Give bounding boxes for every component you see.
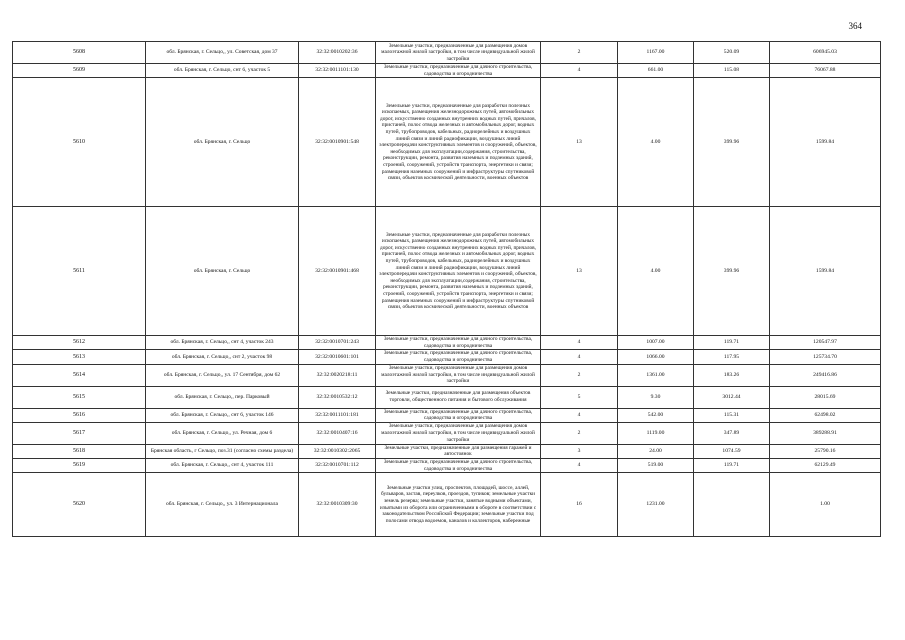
land-use-cell: Земельные участки, предназначенные для дачного строительства, садоводства и огородничества: [376, 64, 541, 78]
land-use-cell: Земельные участки, предназначенные для размещения гаражей и автостоянок: [376, 444, 541, 458]
address-cell: обл. Брянская, г. Сельцо: [146, 207, 299, 336]
cadastral-value-cell: 62498.02: [770, 408, 881, 422]
cadastral-value-cell: 76067.88: [770, 64, 881, 78]
area-cell: 9.30: [618, 386, 694, 408]
specific-value-cell: 347.89: [694, 422, 770, 444]
specific-value-cell: 520.09: [694, 42, 770, 64]
land-use-cell: Земельные участки, предназначенные для размещения домов малоэтажной жилой застройки, в том числе индивидуальной жилой застройки: [376, 422, 541, 444]
table-row: [13, 78, 881, 207]
specific-value-cell: 119.71: [694, 336, 770, 350]
specific-value-cell: 115.08: [694, 64, 770, 78]
cadastral-number-cell: 32:32:0010901:468: [299, 207, 376, 336]
cadastral-value-cell: 1599.84: [770, 78, 881, 207]
specific-value-cell: 115.31: [694, 408, 770, 422]
specific-value-cell: 3012.44: [694, 386, 770, 408]
area-cell: 1119.00: [618, 422, 694, 444]
row-number: 5617: [13, 422, 146, 444]
area-cell: 1231.00: [618, 473, 694, 537]
cadastral-number-cell: 32:32:0020218:11: [299, 364, 376, 386]
specific-value-cell: 183.26: [694, 364, 770, 386]
cadastral-number-cell: 32:32:0010532:12: [299, 386, 376, 408]
row-number: 5613: [13, 350, 146, 364]
cadastral-number-cell: 32:32:0010701:112: [299, 458, 376, 472]
group-cell: 13: [541, 207, 618, 336]
land-use-cell: Земельные участки, предназначенные для дачного строительства, садоводства и огородничества: [376, 408, 541, 422]
address-cell: обл. Брянская, г. Сельцо,, пер. Парковый: [146, 386, 299, 408]
land-use-cell: Земельные участки улиц, проспектов, площадей, шоссе, аллей, бульваров, застав, переулков, проездов, тупиков; земельные участки земель резерва; земельные участки, занятые водными объектами, изъятыми из оборота или ограниченными в обороте в соответствии с законодательством Российской Федерации; земельные участки под полосами отвода водоемов, каналов и коллекторов, набережные: [376, 473, 541, 537]
area-cell: 1361.00: [618, 364, 694, 386]
cadastral-number-cell: 32:32:0011101:181: [299, 408, 376, 422]
address-cell: обл. Брянская, г. Сельцо,, снт 6, участок 146: [146, 408, 299, 422]
group-cell: 3: [541, 444, 618, 458]
row-number: 5615: [13, 386, 146, 408]
address-cell: обл. Брянская, г. Сельцо,, снт 4, участок 243: [146, 336, 299, 350]
cadastral-value-cell: 606945.03: [770, 42, 881, 64]
address-cell: обл. Брянская, г. Сельцо, снт 6, участок 5: [146, 64, 299, 78]
row-number: 5618: [13, 444, 146, 458]
page-number: 364: [848, 21, 862, 31]
row-number: 5608: [13, 42, 146, 64]
cadastral-number-cell: 32:32:0010407:16: [299, 422, 376, 444]
cadastral-value-cell: 25790.16: [770, 444, 881, 458]
specific-value-cell: 119.71: [694, 458, 770, 472]
table-row: [13, 386, 881, 408]
land-use-cell: Земельные участки, предназначенные для размещения домов малоэтажной жилой застройки, в том числе индивидуальной жилой застройки: [376, 364, 541, 386]
table-row: [13, 207, 881, 336]
land-registry-table: [12, 41, 881, 537]
specific-value-cell: 117.95: [694, 350, 770, 364]
specific-value-cell: 399.96: [694, 78, 770, 207]
land-use-cell: Земельные участки, предназначенные для дачного строительства, садоводства и огородничества: [376, 350, 541, 364]
cadastral-number-cell: 32:32:0010901:548: [299, 78, 376, 207]
cadastral-value-cell: 389288.91: [770, 422, 881, 444]
land-use-cell: Земельные участки, предназначенные для разработки полезных ископаемых, размещения железнодорожных путей, автомобильных дорог, искусственно созданных внутренних водных путей, причалов, пристаней, полос отвода железных и автомобильных дорог, водных путей, трубопроводов, кабельных, радиорелейных и воздушных линий связи и линий радиофикации, воздушных линий электропередачи конструктивных элементов и сооружений, объектов, необходимых для эксплуатации,содержания, строительства, реконструкции, ремонта, развития наземных и подземных зданий, строений, сооружений, устройств транспорта, энергетики и связи; размещения наземных сооружений и инфраструктуры спутниковой связи, объектов космической деятельности, военных объектов: [376, 207, 541, 336]
area-cell: 24.00: [618, 444, 694, 458]
group-cell: 2: [541, 422, 618, 444]
area-cell: 1167.00: [618, 42, 694, 64]
cadastral-value-cell: 62129.49: [770, 458, 881, 472]
table-row: [13, 336, 881, 350]
address-cell: обл. Брянская, г. Сельцо,, ул. Речная, дом 6: [146, 422, 299, 444]
group-cell: 13: [541, 78, 618, 207]
address-cell: Брянская область, г Сельцо, поз.31 (согласно схемы раздела): [146, 444, 299, 458]
table-row: [13, 350, 881, 364]
cadastral-number-cell: 32:32:0010701:243: [299, 336, 376, 350]
cadastral-number-cell: 32:32:0011101:130: [299, 64, 376, 78]
table-row: [13, 458, 881, 472]
group-cell: 2: [541, 42, 618, 64]
row-number: 5614: [13, 364, 146, 386]
land-use-cell: Земельные участки, предназначенные для разработки полезных ископаемых, размещения железнодорожных путей, автомобильных дорог, искусственно созданных внутренних водных путей, причалов, пристаней, полос отвода железных и автомобильных дорог, водных путей, трубопроводов, кабельных, радиорелейных и воздушных линий связи и линий радиофикации, воздушных линий электропередачи конструктивных элементов и сооружений, объектов, необходимых для эксплуатации,содержания, строительства, реконструкции, ремонта, развития наземных и подземных зданий, строений, сооружений, устройств транспорта, энергетики и связи; размещения наземных сооружений и инфраструктуры спутниковой связи, объектов космической деятельности, военных объектов: [376, 78, 541, 207]
group-cell: 16: [541, 473, 618, 537]
cadastral-value-cell: 249416.86: [770, 364, 881, 386]
row-number: 5616: [13, 408, 146, 422]
group-cell: 4: [541, 458, 618, 472]
area-cell: 1066.00: [618, 350, 694, 364]
cadastral-value-cell: 120547.97: [770, 336, 881, 350]
cadastral-value-cell: 1599.84: [770, 207, 881, 336]
table-row: [13, 408, 881, 422]
table-row: [13, 444, 881, 458]
area-cell: 4.00: [618, 78, 694, 207]
group-cell: 4: [541, 64, 618, 78]
address-cell: обл. Брянская, г. Сельцо,, ул. 17 Сентября, дом 62: [146, 364, 299, 386]
row-number: 5620: [13, 473, 146, 537]
row-number: 5612: [13, 336, 146, 350]
address-cell: обл. Брянская, г. Сельцо,, ул. Советская, дом 37: [146, 42, 299, 64]
table-row: [13, 42, 881, 64]
specific-value-cell: [694, 473, 770, 537]
table-row: [13, 422, 881, 444]
land-use-cell: Земельные участки, предназначенные для дачного строительства, садоводства и огородничества: [376, 336, 541, 350]
address-cell: обл. Брянская, г. Сельцо,, снт 4, участок 111: [146, 458, 299, 472]
row-number: 5610: [13, 78, 146, 207]
group-cell: 5: [541, 386, 618, 408]
area-cell: 661.00: [618, 64, 694, 78]
area-cell: 519.00: [618, 458, 694, 472]
address-cell: обл. Брянская, г. Сельцо: [146, 78, 299, 207]
cadastral-number-cell: 32:32:0010601:101: [299, 350, 376, 364]
address-cell: обл. Брянская, г. Сельцо,, снт 2, участок 98: [146, 350, 299, 364]
cadastral-value-cell: 1.00: [770, 473, 881, 537]
land-use-cell: Земельные участки, предназначенные для размещения домов малоэтажной жилой застройки, в том числе индивидуальной жилой застройки: [376, 42, 541, 64]
cadastral-value-cell: 28015.69: [770, 386, 881, 408]
land-use-cell: Земельные участки, предназначенные для размещения объектов торговли, общественного питания и бытового обслуживания: [376, 386, 541, 408]
table-row: [13, 364, 881, 386]
group-cell: 2: [541, 364, 618, 386]
group-cell: 4: [541, 336, 618, 350]
row-number: 5619: [13, 458, 146, 472]
cadastral-number-cell: 32:32:0010309:30: [299, 473, 376, 537]
address-cell: обл. Брянская, г. Сельцо,, ул. 3 Интернационала: [146, 473, 299, 537]
table-row: [13, 473, 881, 537]
area-cell: 542.00: [618, 408, 694, 422]
cadastral-number-cell: 32:32:0010302:2065: [299, 444, 376, 458]
specific-value-cell: 1074.59: [694, 444, 770, 458]
row-number: 5609: [13, 64, 146, 78]
cadastral-number-cell: 32:32:0010202:36: [299, 42, 376, 64]
land-use-cell: Земельные участки, предназначенные для дачного строительства, садоводства и огородничества: [376, 458, 541, 472]
row-number: 5611: [13, 207, 146, 336]
cadastral-value-cell: 125734.70: [770, 350, 881, 364]
area-cell: 4.00: [618, 207, 694, 336]
area-cell: 1007.00: [618, 336, 694, 350]
group-cell: 4: [541, 350, 618, 364]
specific-value-cell: 399.96: [694, 207, 770, 336]
group-cell: 4: [541, 408, 618, 422]
table-row: [13, 64, 881, 78]
